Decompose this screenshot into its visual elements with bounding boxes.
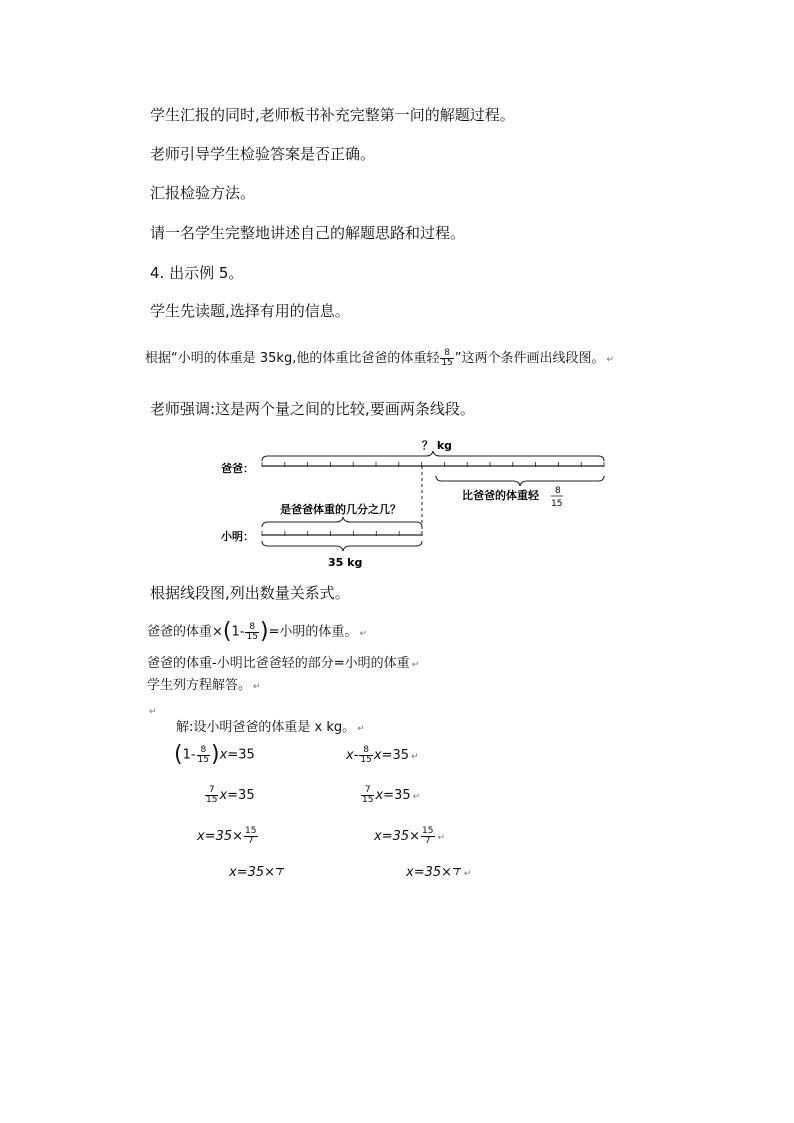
- dad-label: 爸爸：: [221, 462, 254, 475]
- xiaoming-label: 小明：: [221, 530, 254, 543]
- para-7: 根据“小明的体重是 35kg,他的体重比爸爸的体重轻 $\frac{8}{15}$ ”这两个条件画出线段图。 ↵: [145, 348, 615, 368]
- eq-left-4: x=35× 7: [229, 865, 283, 880]
- solve-statement: 解:设小明爸爸的体重是 x kg。 ↵: [176, 720, 365, 735]
- relation-1: 爸爸的体重×(1- $\frac{8}{15}$ )=小明的体重。 ↵: [147, 619, 367, 644]
- para-2: 老师引导学生检验答案是否正确。: [150, 145, 376, 163]
- lighter-label: 比爸爸的体重轻: [462, 489, 539, 502]
- question-brace: [262, 517, 422, 527]
- empty-paragraph-mark: ↵: [149, 707, 157, 717]
- eq-right-4: x=35× 7 ↵: [406, 865, 472, 880]
- para-3: 汇报检验方法。: [150, 184, 256, 202]
- para-4: 请一名学生完整地讲述自己的解题思路和过程。: [150, 224, 466, 242]
- relation-2: 爸爸的体重-小明比爸爸轻的部分=小明的体重 ↵: [147, 656, 420, 671]
- eq-left-2: $\frac{7}{15}$ x=35: [206, 785, 255, 805]
- para-8: 老师强调:这是两个量之间的比较,要画两条线段。: [150, 400, 475, 418]
- lighter-brace: [436, 476, 604, 486]
- known-weight-label: 35 kg: [328, 556, 363, 569]
- unknown-weight-label: ？ kg: [422, 439, 453, 452]
- question-label: 是爸爸体重的几分之几？: [280, 503, 401, 516]
- lighter-fraction-num: 8: [555, 486, 561, 496]
- para-1: 学生汇报的同时,老师板书补充完整第一问的解题过程。: [150, 106, 515, 124]
- para-5: 4. 出示例 5。: [150, 264, 244, 282]
- eq-right-1: x- $\frac{8}{15}$ x=35 ↵: [346, 745, 419, 765]
- lighter-fraction-den: 15: [551, 499, 563, 509]
- known-brace: [262, 541, 422, 551]
- para-9: 根据线段图,列出数量关系式。: [150, 584, 350, 602]
- eq-left-3: x=35× $\frac{15}{7}$: [197, 826, 257, 846]
- eq-right-2: $\frac{7}{15}$ x=35 ↵: [362, 785, 421, 805]
- para-6: 学生先读题,选择有用的信息。: [150, 302, 350, 320]
- top-brace: [262, 451, 604, 461]
- fraction-8-15: $\frac{8}{15}$: [441, 348, 453, 368]
- eq-left-1: (1- $\frac{8}{15}$ )x=35: [174, 742, 255, 767]
- eq-right-3: x=35× $\frac{15}{7}$ ↵: [374, 826, 446, 846]
- para-10: 学生列方程解答。 ↵: [147, 678, 261, 693]
